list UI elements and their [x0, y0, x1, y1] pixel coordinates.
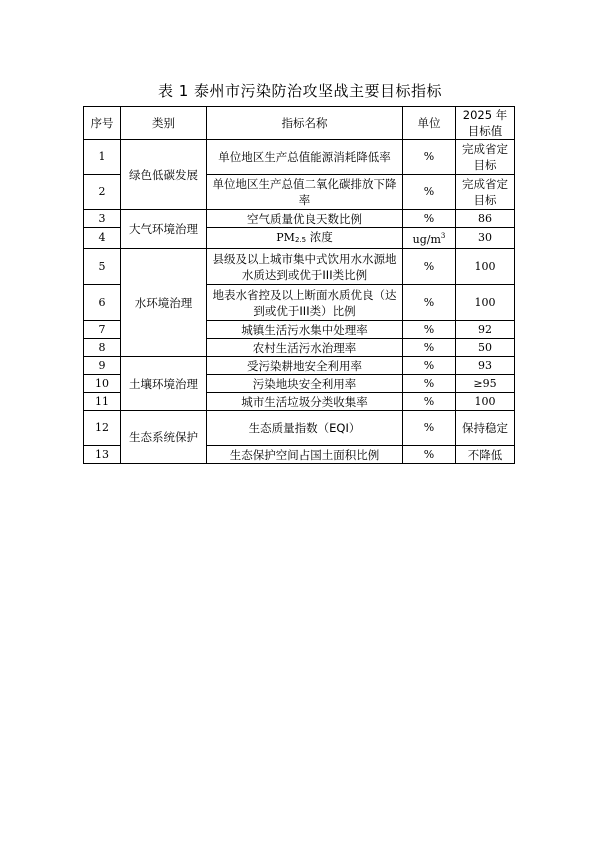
unit-cell: % [403, 140, 456, 175]
category-cell: 水环境治理 [121, 249, 207, 357]
table-title: 表 1 泰州市污染防治攻坚战主要目标指标 [157, 82, 443, 100]
row-seq: 7 [84, 321, 121, 339]
indicator-name: 受污染耕地安全利用率 [207, 357, 403, 375]
target-value: 100 [456, 249, 515, 285]
indicator-name: 生态质量指数（EQI） [207, 411, 403, 446]
indicator-name: 地表水省控及以上断面水质优良（达到或优于III类）比例 [207, 285, 403, 321]
target-value: ≥95 [456, 375, 515, 393]
unit-cell: % [403, 375, 456, 393]
row-seq: 10 [84, 375, 121, 393]
row-seq: 5 [84, 249, 121, 285]
indicator-name: 污染地块安全利用率 [207, 375, 403, 393]
indicator-name: 生态保护空间占国土面积比例 [207, 446, 403, 464]
unit-cell: % [403, 321, 456, 339]
header-unit: 单位 [403, 107, 456, 140]
target-value: 100 [456, 285, 515, 321]
row-seq: 9 [84, 357, 121, 375]
unit-cell [403, 228, 456, 249]
category-cell: 土壤环境治理 [121, 357, 207, 411]
target-value: 不降低 [456, 446, 515, 464]
pm-subscript: 2.5 [294, 235, 307, 244]
unit-main: ug/m [412, 233, 441, 246]
table-row [84, 357, 515, 375]
indicator-name: 单位地区生产总值能源消耗降低率 [207, 140, 403, 175]
target-value: 92 [456, 321, 515, 339]
indicator-name: 县级及以上城市集中式饮用水水源地水质达到或优于III类比例 [207, 249, 403, 285]
indicator-name: 单位地区生产总值二氧化碳排放下降率 [207, 175, 403, 210]
target-value: 100 [456, 393, 515, 411]
indicator-name [207, 228, 403, 249]
unit-cell: % [403, 357, 456, 375]
unit-cell: % [403, 210, 456, 228]
category-cell: 大气环境治理 [121, 210, 207, 249]
category-cell: 绿色低碳发展 [121, 140, 207, 210]
table-row [84, 140, 515, 175]
header-category: 类别 [121, 107, 207, 140]
target-value: 50 [456, 339, 515, 357]
row-seq: 12 [84, 411, 121, 446]
target-value: 93 [456, 357, 515, 375]
target-value: 保持稳定 [456, 411, 515, 446]
indicator-name: 农村生活污水治理率 [207, 339, 403, 357]
row-seq: 6 [84, 285, 121, 321]
row-seq: 8 [84, 339, 121, 357]
table-row [84, 249, 515, 285]
target-value: 86 [456, 210, 515, 228]
indicator-name: 城市生活垃圾分类收集率 [207, 393, 403, 411]
unit-cell: % [403, 446, 456, 464]
unit-cell: % [403, 393, 456, 411]
targets-table [83, 106, 515, 464]
table-row [84, 411, 515, 446]
indicator-name: 空气质量优良天数比例 [207, 210, 403, 228]
target-value: 完成省定目标 [456, 175, 515, 210]
header-row [84, 107, 515, 140]
header-indicator: 指标名称 [207, 107, 403, 140]
target-value: 完成省定目标 [456, 140, 515, 175]
table-row [84, 210, 515, 228]
pm-tail: 浓度 [306, 229, 333, 244]
row-seq: 11 [84, 393, 121, 411]
unit-superscript: 3 [440, 232, 446, 240]
unit-cell: % [403, 249, 456, 285]
row-seq: 2 [84, 175, 121, 210]
row-seq: 1 [84, 140, 121, 175]
row-seq: 4 [84, 228, 121, 249]
target-value: 30 [456, 228, 515, 249]
pm-label: PM [276, 230, 295, 244]
header-target: 2025 年目标值 [456, 107, 515, 140]
unit-cell: % [403, 175, 456, 210]
header-seq: 序号 [84, 107, 121, 140]
category-cell: 生态系统保护 [121, 411, 207, 464]
indicator-name: 城镇生活污水集中处理率 [207, 321, 403, 339]
row-seq: 13 [84, 446, 121, 464]
unit-cell: % [403, 285, 456, 321]
row-seq: 3 [84, 210, 121, 228]
unit-cell: % [403, 339, 456, 357]
unit-cell: % [403, 411, 456, 446]
